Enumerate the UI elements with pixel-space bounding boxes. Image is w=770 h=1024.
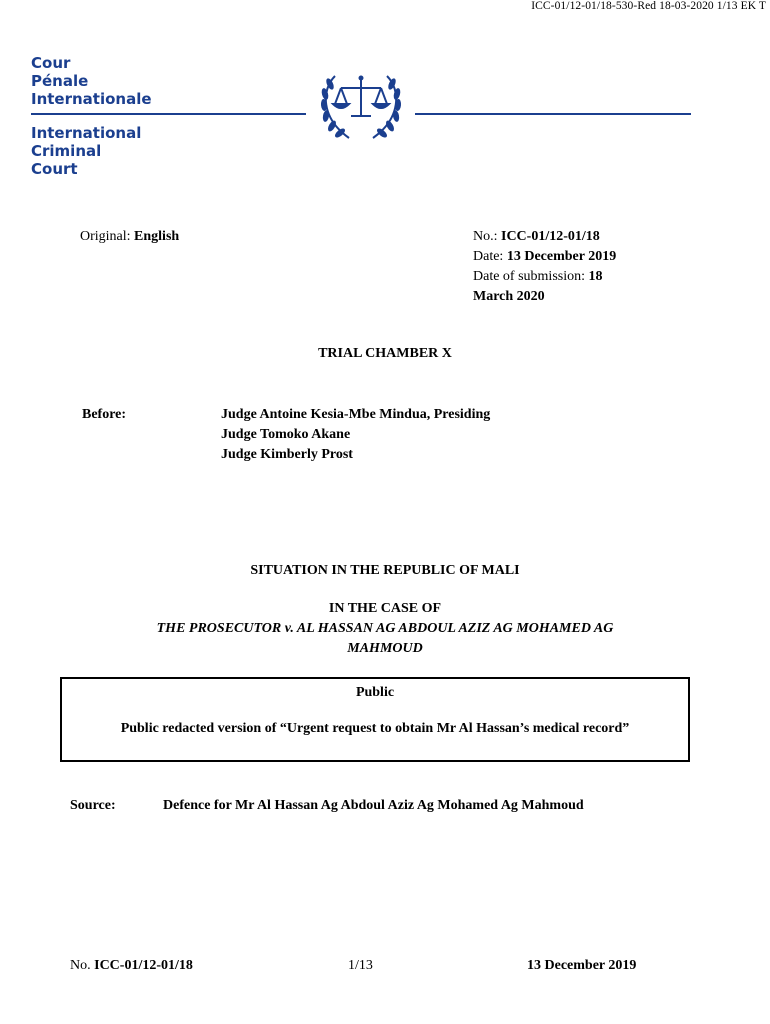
scales-of-justice-laurel-icon: [313, 66, 409, 146]
case-metadata: [473, 227, 713, 307]
logo-french-name: [31, 54, 152, 108]
document-date: Date: 13 December 2019: [473, 249, 617, 264]
classification-box: [60, 677, 690, 762]
judge-name: Judge Kimberly Prost: [221, 447, 353, 462]
submission-date: Date of submission: 18: [473, 269, 603, 284]
case-number: No.: ICC-01/12-01/18: [473, 229, 600, 244]
submission-date-continued: March 2020: [473, 289, 545, 304]
footer-page-number: 1/13: [348, 958, 373, 973]
case-heading: IN THE CASE OF: [328, 601, 442, 616]
judge-name: Judge Antoine Kesia-Mbe Mindua, Presiding: [221, 407, 491, 422]
logo-fr-line: Cour: [31, 54, 71, 72]
case-title-continued: MAHMOUD: [347, 641, 423, 656]
logo-fr-line: Pénale: [31, 72, 89, 90]
case-title: THE PROSECUTOR v. AL HASSAN AG ABDOUL AZIZ AG MOHAMED AG: [156, 621, 614, 636]
before-label: Before:: [82, 407, 127, 422]
logo-english-name: [31, 124, 141, 178]
logo-fr-line: Internationale: [31, 90, 152, 108]
source-value: Defence for Mr Al Hassan Ag Abdoul Aziz Ag Mohamed Ag Mahmoud: [163, 798, 584, 813]
judge-name: Judge Tomoko Akane: [221, 427, 351, 442]
document-title: Public redacted version of “Urgent request to obtain Mr Al Hassan’s medical record”: [120, 721, 630, 736]
logo-en-line: Court: [31, 160, 78, 178]
chamber-heading: TRIAL CHAMBER X: [318, 346, 452, 361]
logo-en-line: International: [31, 124, 142, 142]
logo-divider-right: [415, 113, 691, 115]
document-stamp: ICC-01/12-01/18-530-Red 18-03-2020 1/13 EK T: [531, 0, 766, 12]
original-label: Original:: [80, 229, 135, 244]
footer-case-number: No. ICC-01/12-01/18: [70, 958, 193, 973]
original-value: English: [134, 229, 180, 244]
judges-list: [221, 405, 490, 465]
source-label: Source:: [70, 798, 116, 813]
logo-en-line: Criminal: [31, 142, 102, 160]
logo-divider-left: [31, 113, 306, 115]
situation-heading: SITUATION IN THE REPUBLIC OF MALI: [250, 563, 520, 578]
original-language: [80, 227, 179, 247]
footer-date: 13 December 2019: [527, 958, 637, 973]
classification-label: Public: [355, 685, 395, 700]
